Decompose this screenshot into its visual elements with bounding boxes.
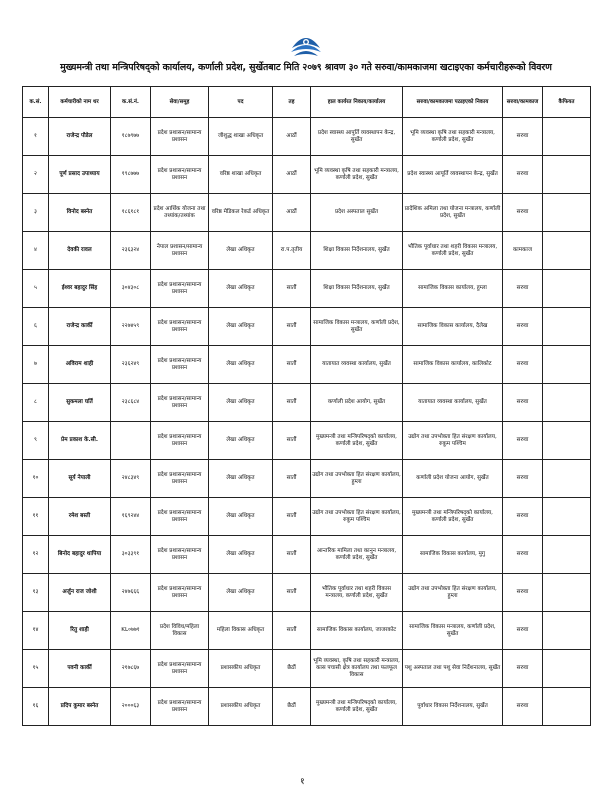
- table-header-row: [23, 87, 591, 118]
- table-cell: भूमि व्यवस्था, कृषि तथा सहकारी मन्त्रालय, कास पचासी क्षेत्र कार्यालय तथा फलफूल विकास: [311, 650, 403, 688]
- table-cell: वरिष्ठ शाखा अधिकृत: [209, 156, 273, 194]
- table-cell: सरुवा: [503, 612, 543, 650]
- table-cell: लेखा अधिकृत: [209, 574, 273, 612]
- table-row: [23, 688, 591, 726]
- table-cell: प्रदेश प्रशासन/सामान्य प्रशासन: [151, 650, 209, 688]
- table-cell: भौतिक पूर्वाधार तथा शहरी विकास मन्त्रालय, कर्णाली प्रदेश, सुर्खेत: [311, 574, 403, 612]
- table-cell: यातायात व्यवस्था कार्यालय, सुर्खेत: [311, 346, 403, 384]
- table-cell: भूमि व्यवस्था कृषि तथा सहकारी मन्त्रालय, कर्णाली प्रदेश, सुर्खेत: [311, 156, 403, 194]
- table-cell: आठौं: [273, 194, 311, 232]
- table-cell: सामाजिक विकास कार्यालय, कालिकोट: [403, 346, 503, 384]
- table-cell: सामाजिक विकास कार्यालय, दैलेख: [403, 308, 503, 346]
- table-cell: लेखा अधिकृत: [209, 460, 273, 498]
- table-cell: प्रदेश स्वास्थ्य आपूर्ति व्यवस्थापन केन्द्र, सुर्खेत: [403, 156, 503, 194]
- table-cell: महिला विकास अधिकृत: [209, 612, 273, 650]
- table-cell: कामकाज: [503, 232, 543, 270]
- table-cell: मुख्यमन्त्री तथा मन्त्रिपरिषद्को कार्यालय, कर्णाली प्रदेश, सुर्खेत: [311, 422, 403, 460]
- table-cell: सरुवा: [503, 270, 543, 308]
- table-cell: १३: [23, 574, 49, 612]
- table-cell: आन्तरिक मामिला तथा कानुन मन्त्रालय, कर्णाली प्रदेश, सुर्खेत: [311, 536, 403, 574]
- table-cell: १: [23, 118, 49, 156]
- table-row: [23, 574, 591, 612]
- table-cell: मुख्यमन्त्री तथा मन्त्रिपरिषद्को कार्यालय, कर्णाली प्रदेश, सुर्खेत: [311, 688, 403, 726]
- table-cell: २३८६८४: [111, 384, 151, 422]
- table-cell: सातौं: [273, 460, 311, 498]
- table-cell: प्रदेश प्रशासन/सामान्य प्रशासन: [151, 384, 209, 422]
- table-row: [23, 460, 591, 498]
- column-header: हाल कार्यरत निकाय/कार्यालय: [311, 87, 403, 118]
- table-cell: लेखा अधिकृत: [209, 346, 273, 384]
- table-cell: प्रदेश अस्पताल सुर्खेत: [311, 194, 403, 232]
- table-cell: लेखा अधिकृत: [209, 384, 273, 422]
- table-cell: सातौं: [273, 270, 311, 308]
- table-cell: राजेन्द्र कार्की: [49, 308, 111, 346]
- table-body: [23, 118, 591, 726]
- table-cell: प्रदेश प्रशासन/सामान्य प्रशासन: [151, 118, 209, 156]
- column-header: कर्मचारीको नाम थर: [49, 87, 111, 118]
- table-cell: सामाजिक विकास मन्त्रालय, कर्णाली प्रदेश, सुर्खेत: [403, 612, 503, 650]
- table-cell: [543, 612, 591, 650]
- table-cell: छैठौं: [273, 688, 311, 726]
- table-cell: KL०७७१: [111, 612, 151, 650]
- table-cell: उद्योग तथा उपभोक्ता हित संरक्षण कार्यालय, रुकुम पश्चिम: [403, 422, 503, 460]
- table-cell: [543, 536, 591, 574]
- table-cell: प्रादेशिक अमिला तथा योजना मन्त्रालय, कर्णाली प्रदेश, सुर्खेत: [403, 194, 503, 232]
- table-cell: प्रदेश प्रशासन/सामान्य प्रशासन: [151, 460, 209, 498]
- document-title: मुख्यमन्त्री तथा मन्त्रिपरिषद्को कार्यालय, कर्णाली प्रदेश, सुर्खेतबाट मिति २०७९ श्रावण ३० गते सरुवा/कामकाजमा खटाइएका कर्मचारीहरूको विवरण: [60, 62, 552, 73]
- table-cell: विनोद बस्नेत: [49, 194, 111, 232]
- page-number: १: [300, 777, 305, 787]
- table-row: [23, 270, 591, 308]
- table-cell: [111, 422, 151, 460]
- table-cell: पूर्ण प्रसाद उपाध्याय: [49, 156, 111, 194]
- table-cell: सरुवा: [503, 194, 543, 232]
- table-cell: प्रदेश प्रशासन/सामान्य प्रशासन: [151, 574, 209, 612]
- table-row: [23, 346, 591, 384]
- table-cell: लेखा अधिकृत: [209, 536, 273, 574]
- table-cell: ९: [23, 422, 49, 460]
- table-cell: २०००६३: [111, 688, 151, 726]
- table-cell: [543, 650, 591, 688]
- table-cell: सरुवा: [503, 460, 543, 498]
- table-cell: प्रदेश प्रशासन/सामान्य प्रशासन: [151, 688, 209, 726]
- table-row: [23, 612, 591, 650]
- table-cell: सातौं: [273, 308, 311, 346]
- table-cell: ८: [23, 384, 49, 422]
- table-cell: सरुवा: [503, 574, 543, 612]
- column-header: क.सं.: [23, 87, 49, 118]
- table-cell: नेपाल प्रशासन/सामान्य प्रशासन: [151, 232, 209, 270]
- table-cell: राजेन्द्र पौडेल: [49, 118, 111, 156]
- table-cell: सामाजिक विकास कार्यालय, मुगु: [403, 536, 503, 574]
- table-cell: ४: [23, 232, 49, 270]
- table-cell: सामाजिक विकास कार्यालय, हुम्ला: [403, 270, 503, 308]
- table-cell: अविराम शाही: [49, 346, 111, 384]
- table-cell: लेखा अधिकृत: [209, 308, 273, 346]
- table-cell: प्रदेश प्रशासन/सामान्य प्रशासन: [151, 346, 209, 384]
- table-cell: १६९२४४: [111, 498, 151, 536]
- table-cell: सरुवा: [503, 536, 543, 574]
- column-header: क.सं.नं.: [111, 87, 151, 118]
- table-cell: प्रेम प्रकाश के.सी.: [49, 422, 111, 460]
- table-cell: [543, 422, 591, 460]
- table-cell: २: [23, 156, 49, 194]
- table-cell: [543, 270, 591, 308]
- table-cell: प्रशासकीय अधिकृत: [209, 650, 273, 688]
- table-cell: [543, 384, 591, 422]
- table-cell: भौतिक पूर्वाधार तथा शहरी विकास मन्त्रालय, कर्णाली प्रदेश, सुर्खेत: [403, 232, 503, 270]
- table-cell: प्रदेश प्रशासन/सामान्य प्रशासन: [151, 498, 209, 536]
- table-cell: शिक्षा विकास निर्देशनालय, सुर्खेत: [311, 270, 403, 308]
- table-cell: २२७४५९: [111, 308, 151, 346]
- table-cell: प्रदेश स्वास्थ्य आपूर्ति व्यवस्थापन केन्द्र, सुर्खेत: [311, 118, 403, 156]
- table-cell: [543, 194, 591, 232]
- table-cell: पूर्वाधार विकास निर्देशनालय, सुर्खेत: [403, 688, 503, 726]
- table-cell: सरुवा: [503, 422, 543, 460]
- table-cell: [543, 232, 591, 270]
- table-cell: प्रदेश प्रशासन/सामान्य प्रशासन: [151, 422, 209, 460]
- table-cell: प्रदेश प्रशासन/सामान्य प्रशासन: [151, 156, 209, 194]
- table-cell: ३०४३०८: [111, 270, 151, 308]
- table-cell: [543, 688, 591, 726]
- table-cell: सूर्य नेपाली: [49, 460, 111, 498]
- table-cell: लेखा अधिकृत: [209, 498, 273, 536]
- table-cell: वरिष्ठ मेडिकल रेकर्ड अधिकृत: [209, 194, 273, 232]
- table-row: [23, 498, 591, 536]
- table-cell: [543, 460, 591, 498]
- table-cell: शिक्षा विकास निर्देशनालय, सुर्खेत: [311, 232, 403, 270]
- table-cell: सरुवा: [503, 346, 543, 384]
- table-cell: रा.प.तृतीय: [273, 232, 311, 270]
- table-cell: ७: [23, 346, 49, 384]
- column-header: पद: [209, 87, 273, 118]
- table-cell: प्रदेश विविध/महिला विकास: [151, 612, 209, 650]
- table-cell: सातौं: [273, 346, 311, 384]
- table-cell: सामाजिक विकास मन्त्रालय, कर्णाली प्रदेश, सुर्खेत: [311, 308, 403, 346]
- table-cell: कर्णाली प्रदेश योजना आयोग, सुर्खेत: [403, 460, 503, 498]
- table-cell: प्रदेश प्रशासन/सामान्य प्रशासन: [151, 308, 209, 346]
- table-cell: रमेश बस्ती: [49, 498, 111, 536]
- table-cell: सरुवा: [503, 650, 543, 688]
- table-cell: ३०३३९१: [111, 536, 151, 574]
- transfer-table: [22, 86, 591, 726]
- column-header: सरुवा/कामकाजमा पठाइएको निकाय: [403, 87, 503, 118]
- table-cell: बिनोद बहादुर थापिया: [49, 536, 111, 574]
- table-cell: प्रदेश आर्थिक योजना तथा तथ्यांक/तथ्यांक: [151, 194, 209, 232]
- table-cell: सुकमला घर्ति: [49, 384, 111, 422]
- table-cell: सातौं: [273, 536, 311, 574]
- table-cell: १०: [23, 460, 49, 498]
- table-cell: लेखा अधिकृत: [209, 422, 273, 460]
- table-cell: [543, 498, 591, 536]
- table-cell: ११: [23, 498, 49, 536]
- table-cell: २४८३४९: [111, 460, 151, 498]
- table-cell: सातौं: [273, 498, 311, 536]
- table-cell: ५: [23, 270, 49, 308]
- column-header: सेवा/समूह: [151, 87, 209, 118]
- table-cell: [543, 574, 591, 612]
- table-cell: २४७६६६: [111, 574, 151, 612]
- table-cell: १८६१८१: [111, 194, 151, 232]
- table-cell: अर्जुन राज जोशी: [49, 574, 111, 612]
- table-cell: २३६३२४: [111, 232, 151, 270]
- table-row: [23, 194, 591, 232]
- table-cell: जीशुद्ध शाखा अधिकृत: [209, 118, 273, 156]
- table-cell: सातौं: [273, 612, 311, 650]
- column-header: सरुवा/कामकाज: [503, 87, 543, 118]
- table-cell: देवकी रावल: [49, 232, 111, 270]
- table-cell: सरुवा: [503, 308, 543, 346]
- table-cell: उद्योग तथा उपभोक्ता हित संरक्षण कार्यालय, हुम्ला: [403, 574, 503, 612]
- table-cell: सातौं: [273, 574, 311, 612]
- table-cell: [543, 346, 591, 384]
- table-cell: प्रदिप कुमार बस्नेत: [49, 688, 111, 726]
- table-cell: प्रशासकीय अधिकृत: [209, 688, 273, 726]
- table-cell: छैठौं: [273, 650, 311, 688]
- table-cell: सातौं: [273, 422, 311, 460]
- table-cell: सरुवा: [503, 118, 543, 156]
- table-cell: सरुवा: [503, 498, 543, 536]
- table-cell: आठौं: [273, 156, 311, 194]
- column-header: तह: [273, 87, 311, 118]
- table-cell: कर्णाली प्रदेश आयोग, सुर्खेत: [311, 384, 403, 422]
- table-row: [23, 650, 591, 688]
- table-cell: लेखा अधिकृत: [209, 270, 273, 308]
- table-cell: १८७९७७: [111, 118, 151, 156]
- table-cell: १५: [23, 650, 49, 688]
- table-cell: आठौं: [273, 118, 311, 156]
- table-row: [23, 118, 591, 156]
- table-cell: ६: [23, 308, 49, 346]
- table-cell: २३६२४९: [111, 346, 151, 384]
- table-row: [23, 308, 591, 346]
- table-cell: १४: [23, 612, 49, 650]
- table-cell: पवनी कार्की: [49, 650, 111, 688]
- table-cell: २१७८६७: [111, 650, 151, 688]
- table-cell: रितु शाही: [49, 612, 111, 650]
- table-cell: ईश्वर बहादुर सिंह: [49, 270, 111, 308]
- table-cell: १२: [23, 536, 49, 574]
- table-cell: सामाजिक विकास कार्यालय, जाजरकोट: [311, 612, 403, 650]
- table-cell: मुख्यमन्त्री तथा मन्त्रिपरिषद्को कार्यालय, कर्णाली प्रदेश, सुर्खेत: [403, 498, 503, 536]
- table-cell: सातौं: [273, 384, 311, 422]
- table-cell: १६: [23, 688, 49, 726]
- table-cell: उद्योग तथा उपभोक्ता हित संरक्षण कार्यालय, हुम्ला: [311, 460, 403, 498]
- table-row: [23, 422, 591, 460]
- table-cell: [543, 156, 591, 194]
- table-cell: सरुवा: [503, 688, 543, 726]
- emblem-icon: [288, 30, 324, 62]
- table-cell: [543, 118, 591, 156]
- table-row: [23, 384, 591, 422]
- table-cell: सरुवा: [503, 384, 543, 422]
- table-cell: प्रदेश प्रशासन/सामान्य प्रशासन: [151, 270, 209, 308]
- table-cell: प्रदेश प्रशासन/सामान्य प्रशासन: [151, 536, 209, 574]
- table-cell: १९८७७७: [111, 156, 151, 194]
- table-cell: भूमि व्यवस्था कृषि तथा सहकारी मन्त्रालय, कर्णाली प्रदेश, सुर्खेत: [403, 118, 503, 156]
- table-cell: यातायात व्यवस्था कार्यालय, सुर्खेत: [403, 384, 503, 422]
- column-header: कैफियत: [543, 87, 591, 118]
- table-cell: उद्योग तथा उपभोक्ता हित संरक्षण कार्यालय, रुकुम पश्चिम: [311, 498, 403, 536]
- table-row: [23, 232, 591, 270]
- table-cell: ३: [23, 194, 49, 232]
- table-row: [23, 536, 591, 574]
- table-cell: सरुवा: [503, 156, 543, 194]
- table-row: [23, 156, 591, 194]
- table-cell: लेखा अधिकृत: [209, 232, 273, 270]
- table-cell: पशु अस्पताल तथा पशु सेवा निर्देशनालय, सुर्खेत: [403, 650, 503, 688]
- table-cell: [543, 308, 591, 346]
